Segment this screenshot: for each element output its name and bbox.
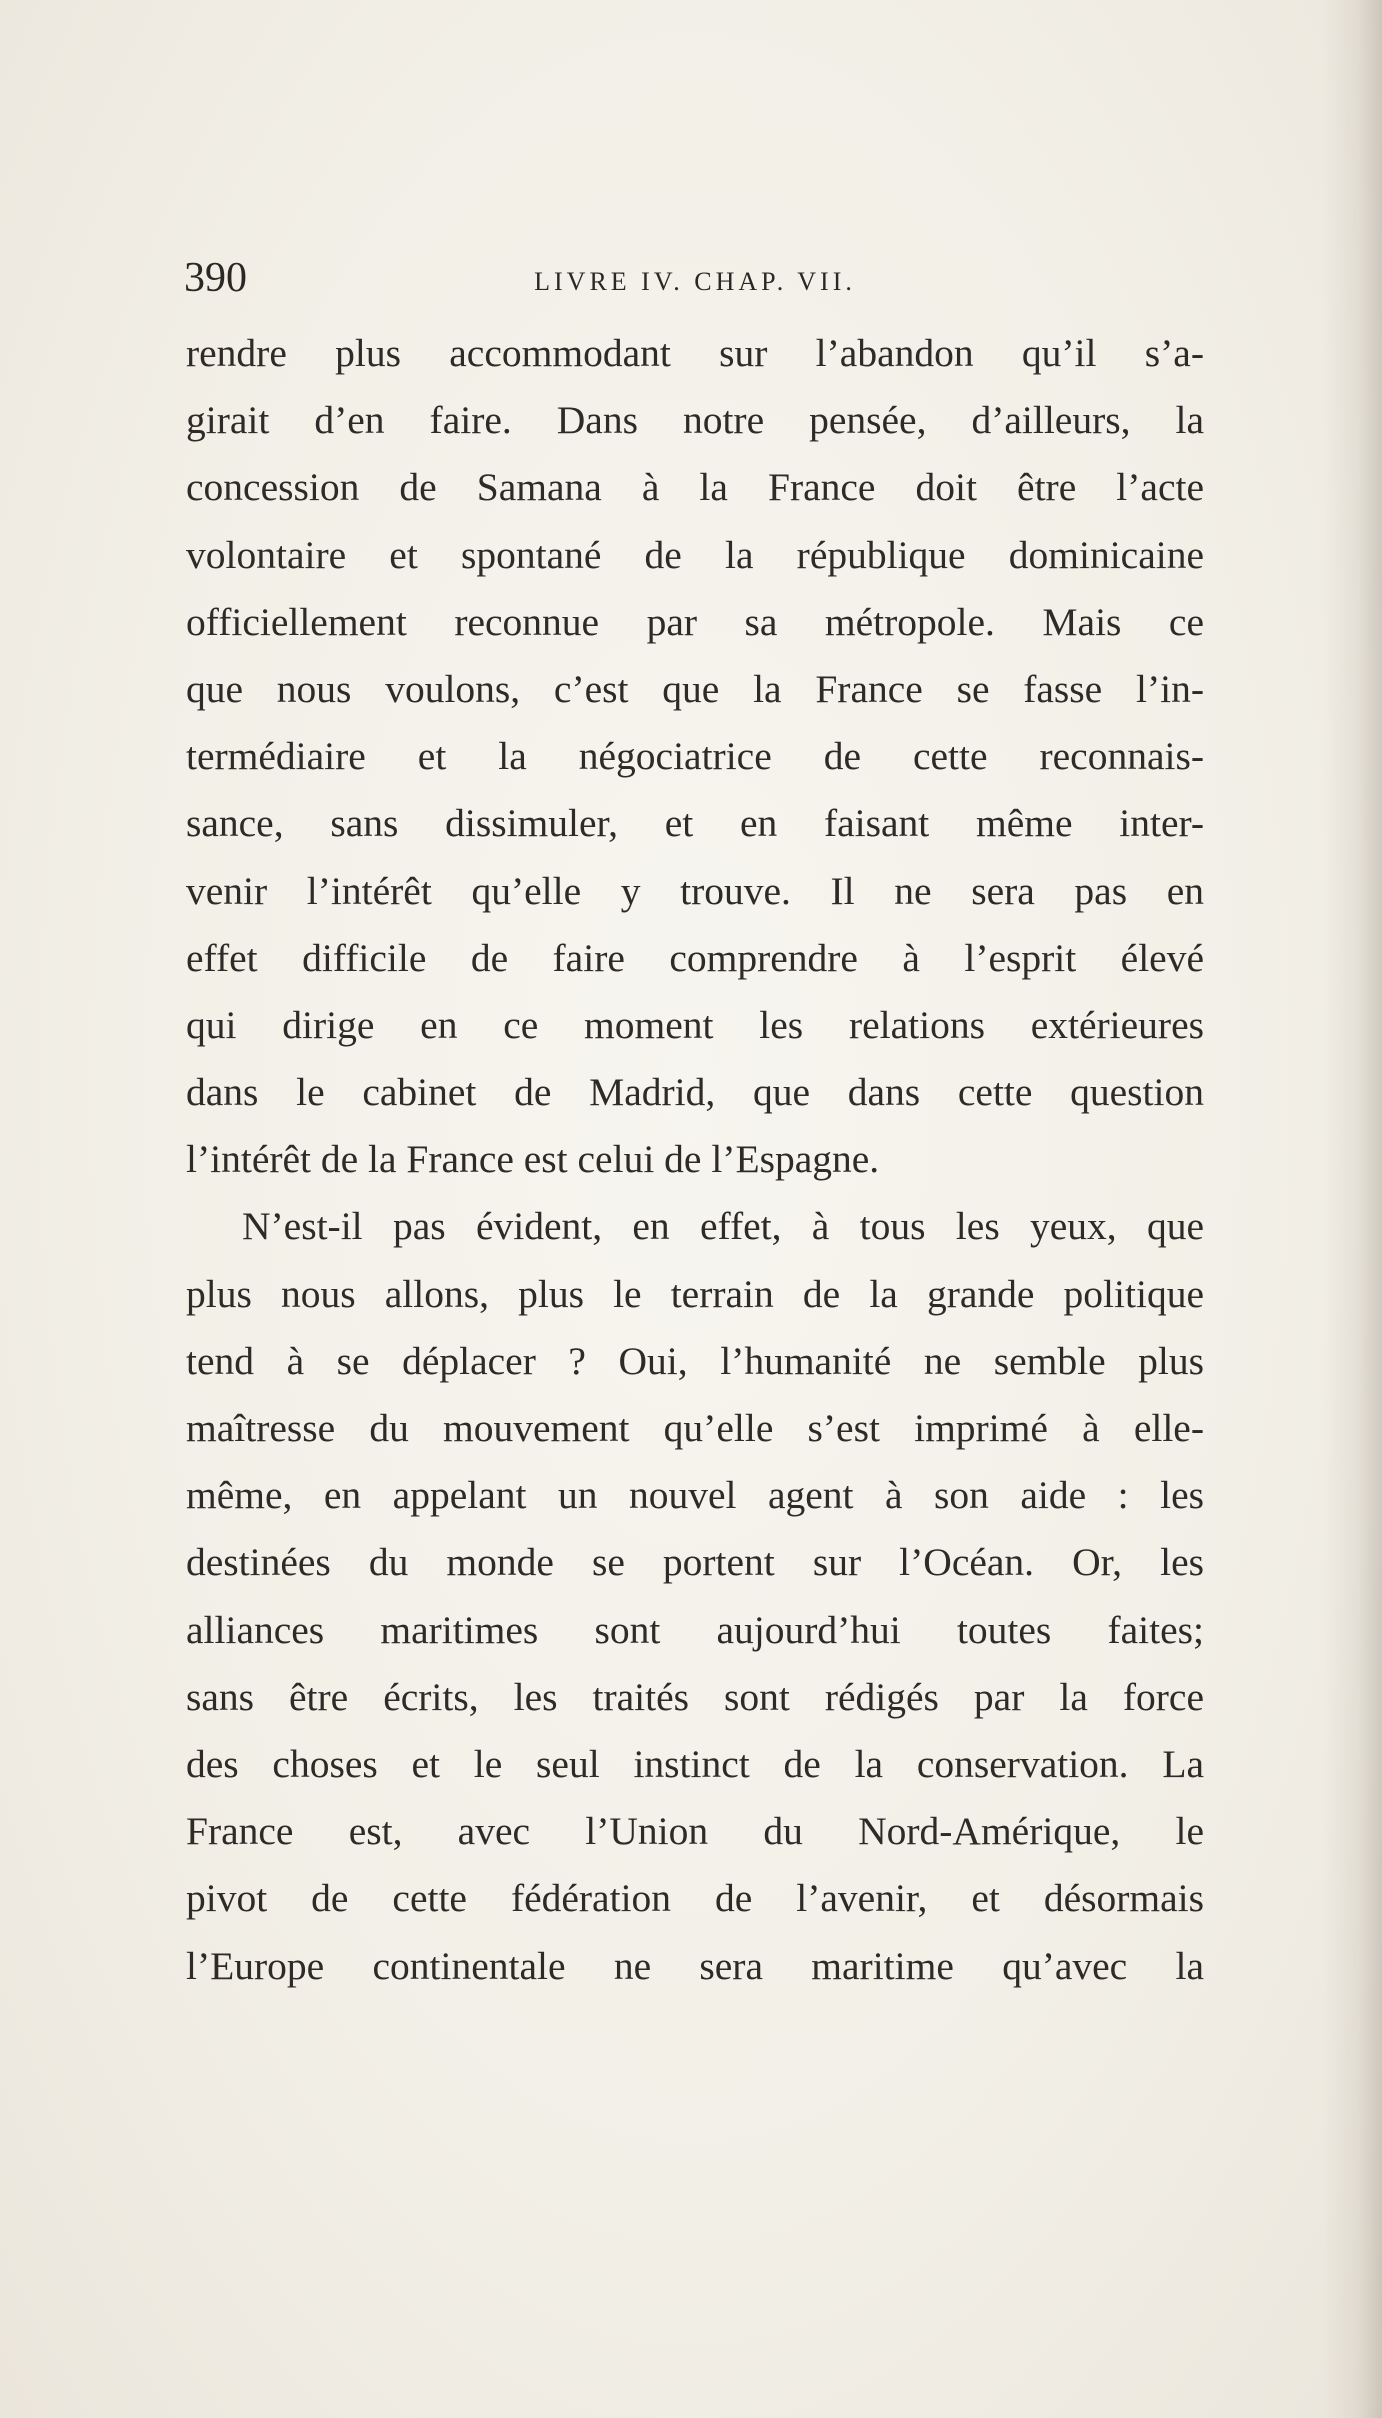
text-line: maîtresse du mouvement qu’elle s’est imprimé à elle- — [186, 1406, 1204, 1450]
text-line: sance, sans dissimuler, et en faisant même inter- — [186, 801, 1204, 846]
text-line: que nous voulons, c’est que la France se fasse l’in- — [186, 666, 1204, 711]
text-line: effet difficile de faire comprendre à l’esprit élevé — [186, 935, 1204, 980]
text-line: alliances maritimes sont aujourd’hui toutes faites; — [186, 1607, 1204, 1652]
text-line: termédiaire et la négociatrice de cette reconnais- — [186, 734, 1204, 779]
text-line: volontaire et spontané de la république dominicaine — [186, 532, 1204, 577]
running-head: LIVRE IV. CHAP. VII. — [534, 267, 856, 296]
text-line: plus nous allons, plus le terrain de la grande politique — [186, 1271, 1204, 1316]
text-line: dans le cabinet de Madrid, que dans cette question — [186, 1070, 1204, 1115]
text-line: France est, avec l’Union du Nord-Amérique, le — [186, 1809, 1204, 1854]
text-line: N’est-il pas évident, en effet, à tous les yeux, que — [242, 1204, 1204, 1249]
text-line: destinées du monde se portent sur l’Océan. Or, les — [186, 1540, 1204, 1585]
text-line: officiellement reconnue par sa métropole. Mais ce — [186, 599, 1204, 644]
text-line: concession de Samana à la France doit être l’acte — [186, 465, 1204, 510]
text-line: rendre plus accommodant sur l’abandon qu’il s’a- — [186, 331, 1204, 375]
text-line: sans être écrits, les traités sont rédigés par la force — [186, 1674, 1204, 1719]
paragraph-1 — [186, 320, 1204, 1193]
text-line: l’intérêt de la France est celui de l’Espagne. — [186, 1137, 880, 1182]
text-line: pivot de cette fédération de l’avenir, et désormais — [186, 1876, 1204, 1921]
body-text — [186, 320, 1204, 2000]
text-line: qui dirige en ce moment les relations extérieures — [186, 1002, 1204, 1047]
text-line: tend à se déplacer ? Oui, l’humanité ne semble plus — [186, 1338, 1204, 1383]
page-edge-shadow — [1322, 0, 1382, 2418]
page-header — [184, 248, 1206, 308]
text-line: des choses et le seul instinct de la conservation. La — [186, 1741, 1204, 1786]
text-line: venir l’intérêt qu’elle y trouve. Il ne sera pas en — [186, 868, 1204, 913]
page-number: 390 — [184, 255, 247, 301]
text-line: même, en appelant un nouvel agent à son aide : les — [186, 1473, 1204, 1518]
paragraph-2 — [186, 1193, 1204, 1999]
text-line: girait d’en faire. Dans notre pensée, d’ailleurs, la — [186, 398, 1204, 443]
text-line: l’Europe continentale ne sera maritime qu’avec la — [186, 1943, 1204, 1988]
